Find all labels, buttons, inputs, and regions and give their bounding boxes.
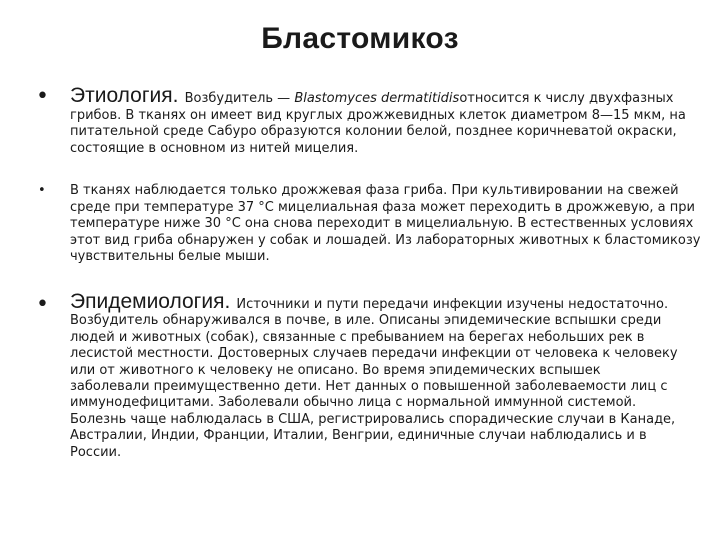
bullet-marker-tissue-phase: •: [38, 183, 46, 198]
slide-title: Бластомикоз: [261, 22, 459, 55]
bullet-tissue-phase: В тканях наблюдается только дрожжевая фаза гриба. При культивировании на свежей среде при температуре 37 °С мицелиальная фаза может переходить в дрожжевую, а при температуре ниже 30 °С она снова переходит в мицелиальную. В естественных условиях этот вид гриба обнаружен у собак и лошадей. Из лабораторных животных к бластомикозу чувствительны белые мыши.: [70, 183, 701, 264]
bullet-lead-etiology: Этиология.: [70, 84, 179, 107]
epidemiology-text: Источники и пути передачи инфекции изучены недостаточно. Возбудитель обнаруживался в почве, в иле. Описаны эпидемические вспышки среди людей и животных (собак), связанные с пребыванием на берегах небольших рек в лесистой местности. Достоверных случаев передачи инфекции от человека к человеку или от животного к человеку не описано. Во время эпидемических вспышек заболевали преимущественно дети. Нет данных о повышенной заболеваемости лиц с иммунодефицитами. Заболевали обычно лица с нормальной иммунной системой. Болезнь чаще наблюдалась в США, регистрировались спорадические случаи в Канаде, Австралии, Индии, Франции, Италии, Венгрии, единичные случаи наблюдались и в России.: [70, 297, 678, 460]
bullet-marker-etiology: •: [36, 84, 49, 109]
bullet-marker-epidemiology: •: [36, 292, 49, 317]
etiology-text-after: относится к числу двухфазных грибов. В тканях он имеет вид круглых дрожжевидных клеток диаметром 8—15 мкм, на питательной среде Сабуро образуются колонии белой, позднее коричневатой окраски, состоящие в основном из нитей мицелия.: [70, 91, 686, 156]
bullet-etiology: [70, 84, 710, 157]
bullet-epidemiology: [70, 290, 684, 461]
bullet-lead-epidemiology: Эпидемиология.: [70, 290, 231, 313]
etiology-text-before: Возбудитель —: [180, 91, 295, 106]
pathogen-latin-name: Blastomyces dermatitidis: [294, 91, 460, 106]
